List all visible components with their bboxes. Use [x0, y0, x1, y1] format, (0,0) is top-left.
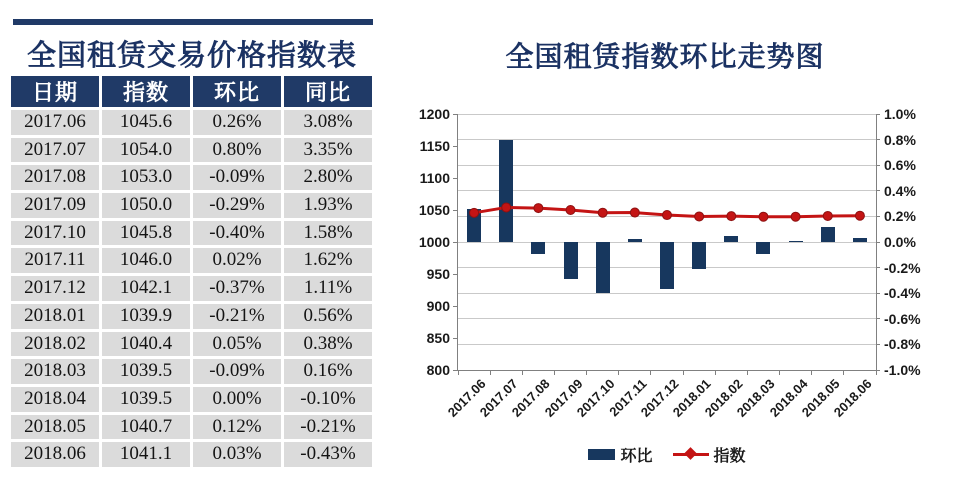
left-axis-tick-label: 800	[426, 362, 450, 378]
right-axis-tick-label: 0.4%	[884, 182, 916, 199]
table-cell: 2018.04	[11, 387, 99, 412]
table-cell: 1039.5	[102, 387, 190, 412]
table-title: 全国租赁交易价格指数表	[26, 40, 357, 72]
index-point-marker	[470, 208, 479, 217]
table-cell: -0.43%	[284, 442, 372, 467]
table-header-yoy: 同比	[284, 76, 372, 107]
table-cell: 2018.06	[11, 442, 99, 467]
table-header-mom: 环比	[193, 76, 281, 107]
left-axis-tick-label: 1000	[418, 234, 450, 250]
index-point-marker	[630, 208, 639, 217]
table-cell: 1039.5	[102, 359, 190, 384]
right-axis-tick-label: -0.6%	[884, 310, 921, 327]
chart-legend	[458, 443, 876, 466]
table-cell: -0.29%	[193, 193, 281, 218]
table-cell: 0.05%	[193, 332, 281, 357]
table-cell: 2017.09	[11, 193, 99, 218]
table-cell: 2017.11	[11, 248, 99, 273]
table-cell: 1046.0	[102, 248, 190, 273]
x-axis-category-label: 2018.06	[830, 376, 875, 420]
table-cell: -0.09%	[193, 359, 281, 384]
table-cell: 1039.9	[102, 304, 190, 329]
table-cell: 1040.4	[102, 332, 190, 357]
table-cell: -0.09%	[193, 165, 281, 190]
index-point-marker	[855, 211, 864, 220]
right-axis-tick-label: 0.8%	[884, 131, 916, 148]
table-cell: 0.03%	[193, 442, 281, 467]
x-axis-category-label: 2017.10	[573, 376, 618, 420]
table-cell: 2.80%	[284, 165, 372, 190]
table-cell: 0.38%	[284, 332, 372, 357]
index-point-marker	[791, 212, 800, 221]
left-axis-tick-label: 900	[426, 298, 450, 314]
table-cell: -0.21%	[193, 304, 281, 329]
table-cell: 1.62%	[284, 248, 372, 273]
table-cell: 2017.06	[11, 110, 99, 135]
table-cell: 2018.02	[11, 332, 99, 357]
table-header-index: 指数	[102, 76, 190, 107]
index-point-marker	[663, 211, 672, 220]
x-axis-category-label: 2017.06	[444, 376, 489, 420]
right-axis-tick-label: -0.4%	[884, 285, 921, 302]
table-cell: 0.00%	[193, 387, 281, 412]
chart-title: 全国租赁指数环比走势图	[505, 41, 825, 72]
index-point-marker	[502, 203, 511, 212]
x-axis-category-label: 2017.08	[509, 376, 553, 420]
table-cell: 2018.05	[11, 415, 99, 440]
table-cell: 1045.6	[102, 110, 190, 135]
table-cell: 2017.08	[11, 165, 99, 190]
table-cell: 2017.12	[11, 276, 99, 301]
table-cell: 2017.07	[11, 138, 99, 163]
table-cell: -0.10%	[284, 387, 372, 412]
line-swatch-icon	[673, 453, 709, 456]
right-axis-tick-label: -1.0%	[884, 362, 921, 378]
x-axis-category-label: 2018.03	[734, 376, 779, 420]
index-point-marker	[566, 206, 575, 215]
index-point-marker	[695, 212, 704, 221]
table-cell: 1042.1	[102, 276, 190, 301]
table-cell: 1054.0	[102, 138, 190, 163]
x-axis-category-label: 2018.02	[702, 376, 746, 420]
legend-item-index	[673, 443, 746, 466]
table-cell: 0.02%	[193, 248, 281, 273]
table-cell: 1041.1	[102, 442, 190, 467]
right-axis-tick-label: 0.6%	[884, 157, 916, 174]
right-axis-tick-label: 0.2%	[884, 208, 916, 225]
legend-item-mom	[588, 443, 652, 466]
x-axis-category-label: 2018.04	[766, 376, 811, 420]
table-cell: 1.58%	[284, 221, 372, 246]
table-cell: 1053.0	[102, 165, 190, 190]
right-axis-tick-label: -0.8%	[884, 336, 921, 353]
table-header-date: 日期	[11, 76, 99, 107]
table-cell: 1050.0	[102, 193, 190, 218]
left-axis-tick-label: 1050	[418, 202, 450, 218]
table-cell: 0.12%	[193, 415, 281, 440]
x-axis-category-label: 2017.12	[637, 376, 682, 420]
diamond-marker-icon	[684, 447, 697, 460]
legend-line-label: 指数	[713, 448, 746, 465]
table-cell: 1.11%	[284, 276, 372, 301]
table-cell: 1.93%	[284, 193, 372, 218]
table-cell: 0.80%	[193, 138, 281, 163]
table-cell: 1045.8	[102, 221, 190, 246]
table-cell: -0.21%	[284, 415, 372, 440]
table-cell: 2018.03	[11, 359, 99, 384]
index-point-marker	[598, 208, 607, 217]
x-axis-category-label: 2018.05	[798, 376, 843, 420]
table-cell: 0.26%	[193, 110, 281, 135]
index-point-marker	[823, 211, 832, 220]
x-axis-category-label: 2017.07	[476, 376, 521, 420]
table-cell: 1040.7	[102, 415, 190, 440]
left-axis-tick-label: 1100	[419, 170, 450, 186]
right-axis-tick-label: 0.0%	[884, 234, 916, 250]
index-point-marker	[727, 212, 736, 221]
table-cell: 2018.01	[11, 304, 99, 329]
table-cell: 2017.10	[11, 221, 99, 246]
table-cell: 3.08%	[284, 110, 372, 135]
left-axis-tick-label: 1200	[418, 106, 450, 122]
table-cell: -0.40%	[193, 221, 281, 246]
x-axis-category-label: 2017.11	[606, 376, 650, 420]
table-cell: 0.56%	[284, 304, 372, 329]
right-axis-tick-label: -0.2%	[884, 259, 921, 276]
table-cell: 0.16%	[284, 359, 372, 384]
left-axis-tick-label: 850	[426, 330, 450, 346]
right-axis-tick-label: 1.0%	[884, 106, 916, 122]
legend-bar-label: 环比	[620, 448, 653, 465]
table-cell: -0.37%	[193, 276, 281, 301]
table-cell: 3.35%	[284, 138, 372, 163]
left-axis-tick-label: 1150	[419, 138, 450, 154]
index-point-marker	[534, 204, 543, 213]
bar-swatch-icon	[588, 449, 615, 460]
left-axis-tick-label: 950	[426, 266, 450, 282]
x-axis-category-label: 2018.01	[669, 376, 714, 420]
index-point-marker	[759, 212, 768, 221]
x-axis-category-label: 2017.09	[541, 376, 586, 420]
